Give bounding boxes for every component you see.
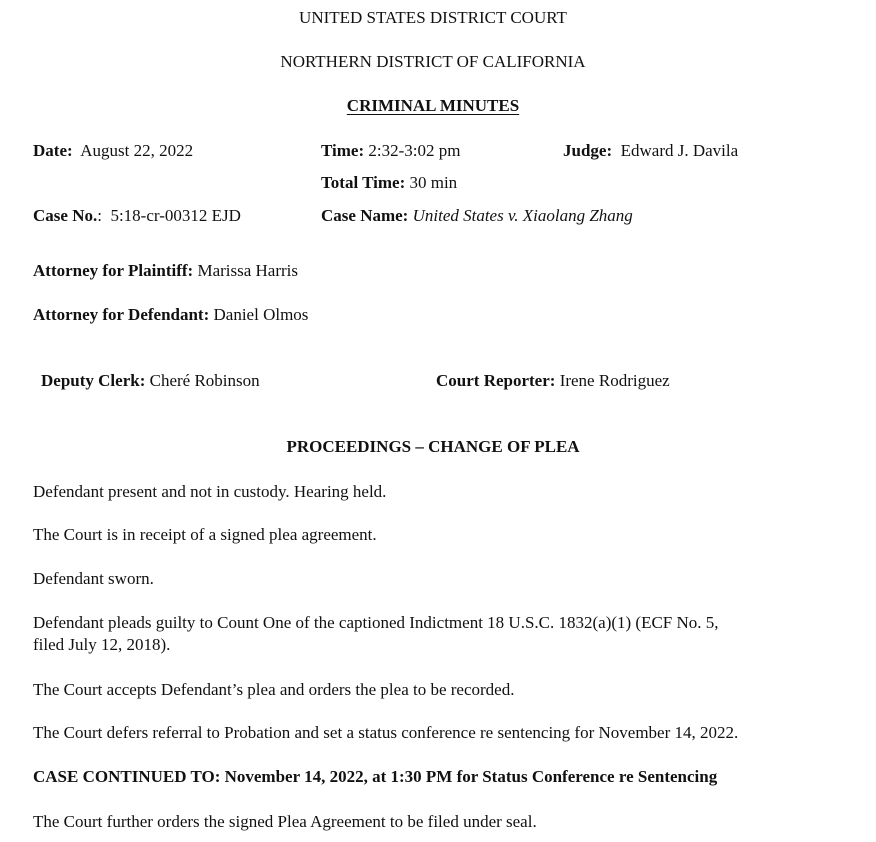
court-name: UNITED STATES DISTRICT COURT <box>299 8 567 27</box>
proceedings-heading: PROCEEDINGS – CHANGE OF PLEA <box>286 437 580 456</box>
date-label: Date: <box>33 141 73 160</box>
proceeding-paragraph-continuation: filed July 12, 2018). <box>33 635 171 654</box>
total-time-value: 30 min <box>409 173 458 192</box>
court-reporter-label: Court Reporter: <box>436 371 556 390</box>
defendant-attorney-value: Daniel Olmos <box>213 305 309 324</box>
judge-value: Edward J. Davila <box>620 141 739 160</box>
proceeding-paragraph: Defendant sworn. <box>33 569 154 588</box>
case-number-label: Case No. <box>33 206 98 225</box>
judge-label: Judge: <box>563 141 613 160</box>
proceeding-paragraph: The Court is in receipt of a signed plea agreement. <box>33 525 377 544</box>
proceeding-paragraph: Defendant pleads guilty to Count One of the captioned Indictment 18 U.S.C. 1832(a)(1) (ECF No. 5, <box>33 613 719 632</box>
time-field <box>321 140 460 162</box>
proceeding-paragraph: The Court accepts Defendant’s plea and orders the plea to be recorded. <box>33 680 515 699</box>
proceeding-paragraph: The Court defers referral to Probation and set a status conference re sentencing for November 14, 2022. <box>33 723 739 742</box>
deputy-clerk-value: Cheré Robinson <box>149 371 260 390</box>
plaintiff-attorney-value: Marissa Harris <box>197 261 299 280</box>
case-number-value: 5:18-cr-00312 EJD <box>110 206 241 225</box>
defendant-attorney-field <box>33 304 308 326</box>
time-label: Time: <box>321 141 365 160</box>
deputy-clerk-label: Deputy Clerk: <box>41 371 146 390</box>
proceeding-paragraph: Defendant present and not in custody. Hearing held. <box>33 482 387 501</box>
court-reporter-value: Irene Rodriguez <box>559 371 670 390</box>
date-value: August 22, 2022 <box>80 141 194 160</box>
plaintiff-attorney-field <box>33 260 298 282</box>
judge-field <box>563 140 738 162</box>
district-name: NORTHERN DISTRICT OF CALIFORNIA <box>280 52 586 71</box>
case-name-value: United States v. Xiaolang Zhang <box>412 206 633 225</box>
date-field <box>33 140 193 162</box>
case-continued-notice: CASE CONTINUED TO: November 14, 2022, at 1:30 PM for Status Conference re Sentencing <box>33 767 718 786</box>
total-time-label: Total Time: <box>321 173 406 192</box>
deputy-clerk-field <box>41 370 260 392</box>
case-name-field <box>321 205 633 227</box>
defendant-attorney-label: Attorney for Defendant: <box>33 305 210 324</box>
total-time-field <box>321 172 457 194</box>
proceeding-paragraph: The Court further orders the signed Plea Agreement to be filed under seal. <box>33 812 537 831</box>
plaintiff-attorney-label: Attorney for Plaintiff: <box>33 261 194 280</box>
case-name-label: Case Name: <box>321 206 409 225</box>
time-value: 2:32-3:02 pm <box>368 141 461 160</box>
case-number-field: Case No.: 5:18-cr-00312 EJD <box>33 206 241 225</box>
court-reporter-field <box>436 370 670 392</box>
document-title: CRIMINAL MINUTES <box>346 96 520 115</box>
